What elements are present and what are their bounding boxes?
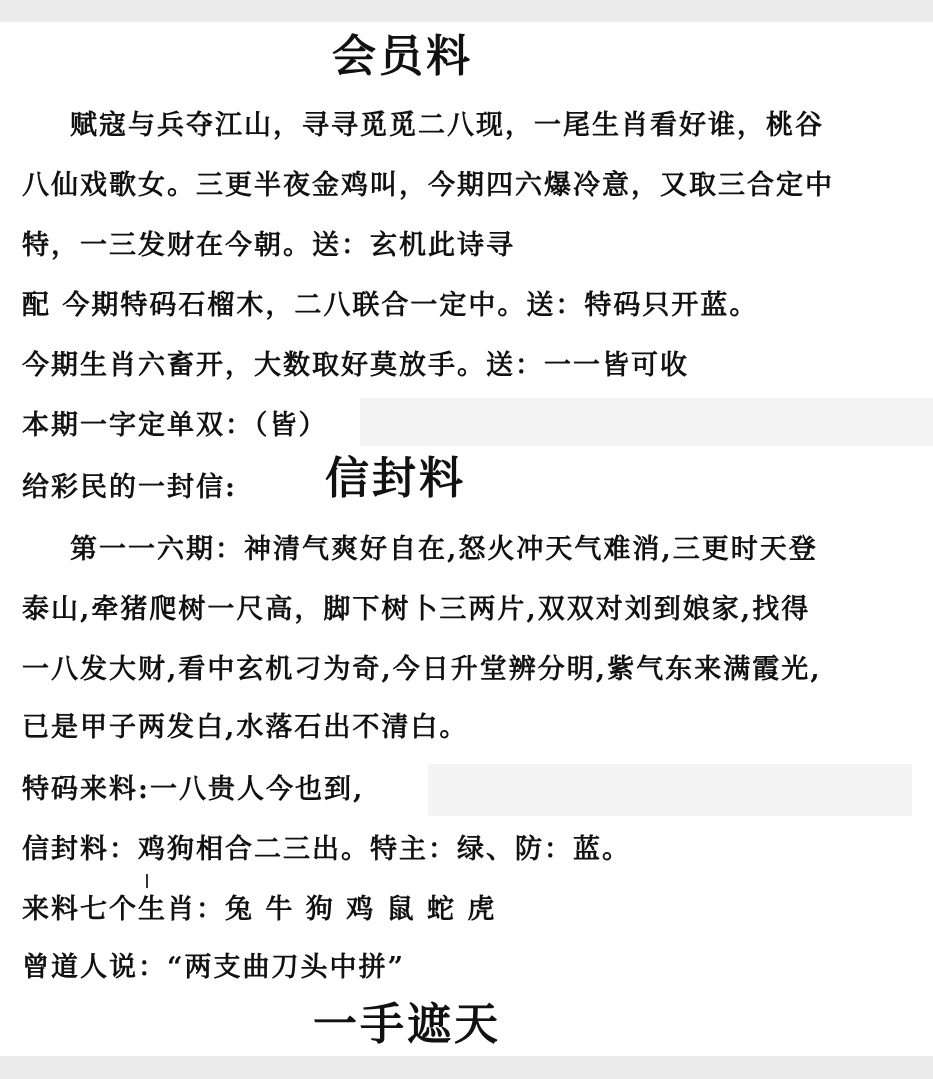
section2-line-1: 第一一六期：神清气爽好自在,怒火冲天气难消,三更时天登: [70, 534, 818, 565]
section2-line-3: 一八发大财,看中玄机刁为奇,今日升堂辨分明,紫气东来满霞光,: [22, 654, 822, 685]
section2-line-2: 泰山,牵猪爬树一尺高，脚下树卜三两片,双双对刘到娘家,找得: [22, 594, 811, 625]
top-margin: [0, 0, 933, 22]
section1-line-5: 今期生肖六畜开，大数取好莫放手。送：一一皆可收: [22, 350, 689, 381]
bottom-margin: [0, 1056, 933, 1079]
page-title: 会员料: [332, 31, 473, 82]
section1-line-1: 赋寇与兵夺江山，寻寻觅觅二八现，一尾生肖看好谁，桃谷: [70, 110, 824, 141]
stray-mark: [146, 874, 148, 888]
laoliao-line: 来料七个生肖：兔 牛 狗 鸡 鼠 蛇 虎: [22, 894, 497, 925]
section1-line-3: 特，一三发财在今朝。送：玄机此诗寻: [22, 230, 515, 261]
blank-box-1: [360, 398, 933, 446]
letter-title: 信封料: [325, 453, 466, 504]
section2-line-4: 已是甲子两发白,水落石出不清白。: [22, 712, 469, 743]
section1-line-2: 八仙戏歌女。三更半夜金鸡叫，今期四六爆冷意，又取三合定中: [22, 170, 834, 201]
letter-label: 给彩民的一封信:: [22, 472, 237, 503]
bottom-title: 一手遮天: [313, 999, 501, 1050]
section1-line-4: 配 今期特码石榴木，二八联合一定中。送：特码只开蓝。: [22, 290, 759, 321]
zeng-line: 曾道人说：“两支曲刀头中拼”: [22, 952, 406, 983]
tema-line: 特码来料:一八贵人今也到,: [22, 774, 365, 805]
section1-line-6: 本期一字定单双：（皆）: [22, 410, 328, 441]
xinfeng-line: 信封料：鸡狗相合二三出。特主：绿、防：蓝。: [22, 834, 631, 865]
blank-box-2: [428, 764, 912, 816]
